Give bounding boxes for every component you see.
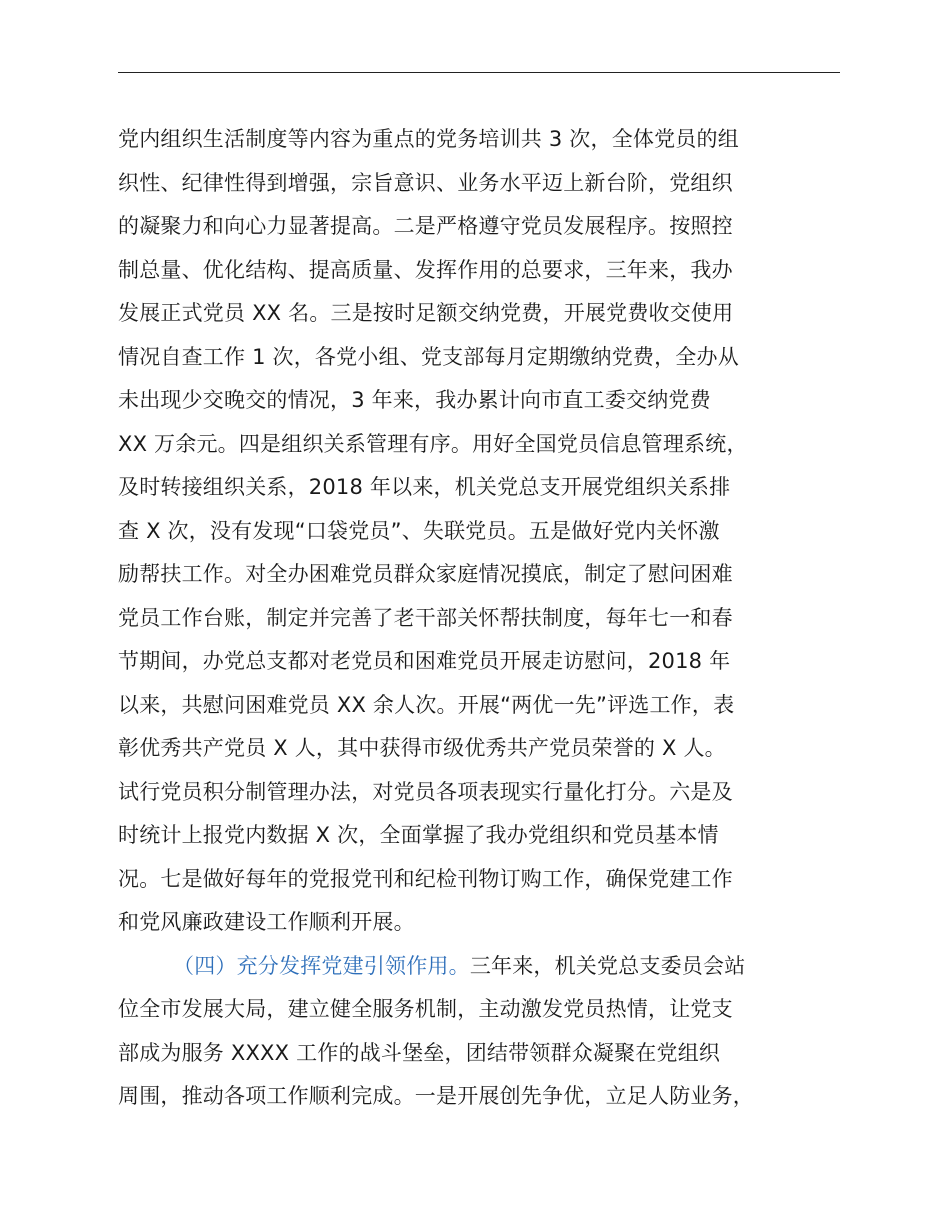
text-line: 党员工作台账，制定并完善了老干部关怀帮扶制度，每年七一和春 bbox=[118, 605, 733, 630]
text-line: 彰优秀共产党员 X 人，其中获得市级优秀共产党员荣誉的 X 人。 bbox=[118, 736, 726, 760]
section-first-line-text: 三年来，机关党总支委员会站 bbox=[469, 953, 746, 978]
text-line: 周围，推动各项工作顺利完成。一是开展创先争优，立足人防业务， bbox=[118, 1084, 754, 1108]
text-line: 位全市发展大局，建立健全服务机制，主动激发党员热情，让党支 bbox=[118, 997, 733, 1021]
text-line: 以来，共慰问困难党员 XX 余人次。开展“两优一先”评选工作，表 bbox=[118, 692, 735, 717]
header-rule bbox=[118, 72, 840, 73]
text-line: 和党风廉政建设工作顺利开展。 bbox=[118, 910, 415, 934]
section-first-line bbox=[118, 945, 858, 989]
text-line: 织性、纪律性得到增强，宗旨意识、业务水平迈上新台阶，党组织 bbox=[118, 170, 733, 195]
text-line: 未出现少交晚交的情况，3 年来，我办累计向市直工委交纳党费 bbox=[118, 388, 711, 412]
text-line: 及时转接组织关系，2018 年以来，机关党总支开展党组织关系排 bbox=[118, 475, 731, 499]
text-line: 况。七是做好每年的党报党刊和纪检刊物订购工作，确保党建工作 bbox=[118, 866, 733, 891]
text-line: XX 万余元。四是组织关系管理有序。用好全国党员信息管理系统， bbox=[118, 431, 748, 456]
body-text bbox=[118, 118, 858, 1119]
text-line: 党内组织生活制度等内容为重点的党务培训共 3 次，全体党员的组 bbox=[118, 127, 739, 151]
text-line: 试行党员积分制管理办法，对党员各项表现实行量化打分。六是及 bbox=[118, 779, 733, 804]
text-line: 制总量、优化结构、提高质量、发挥作用的总要求，三年来，我办 bbox=[118, 257, 733, 282]
text-line: 励帮扶工作。对全办困难党员群众家庭情况摸底，制定了慰问困难 bbox=[118, 562, 733, 586]
text-line: 节期间，办党总支都对老党员和困难党员开展走访慰问，2018 年 bbox=[118, 649, 731, 673]
section-heading: （四）充分发挥党建引领作用。 bbox=[173, 953, 470, 978]
text-line: 查 X 次，没有发现“口袋党员”、失联党员。五是做好党内关怀激 bbox=[118, 518, 720, 543]
text-line: 情况自查工作 1 次，各党小组、党支部每月定期缴纳党费，全办从 bbox=[118, 344, 739, 369]
text-line: 时统计上报党内数据 X 次，全面掌握了我办党组织和党员基本情 bbox=[118, 823, 719, 847]
text-line: 部成为服务 XXXX 工作的战斗堡垒，团结带领群众凝聚在党组织 bbox=[118, 1040, 721, 1065]
text-line: 发展正式党员 XX 名。三是按时足额交纳党费，开展党费收交使用 bbox=[118, 301, 734, 325]
text-line: 的凝聚力和向心力显著提高。二是严格遵守党员发展程序。按照控 bbox=[118, 214, 733, 238]
